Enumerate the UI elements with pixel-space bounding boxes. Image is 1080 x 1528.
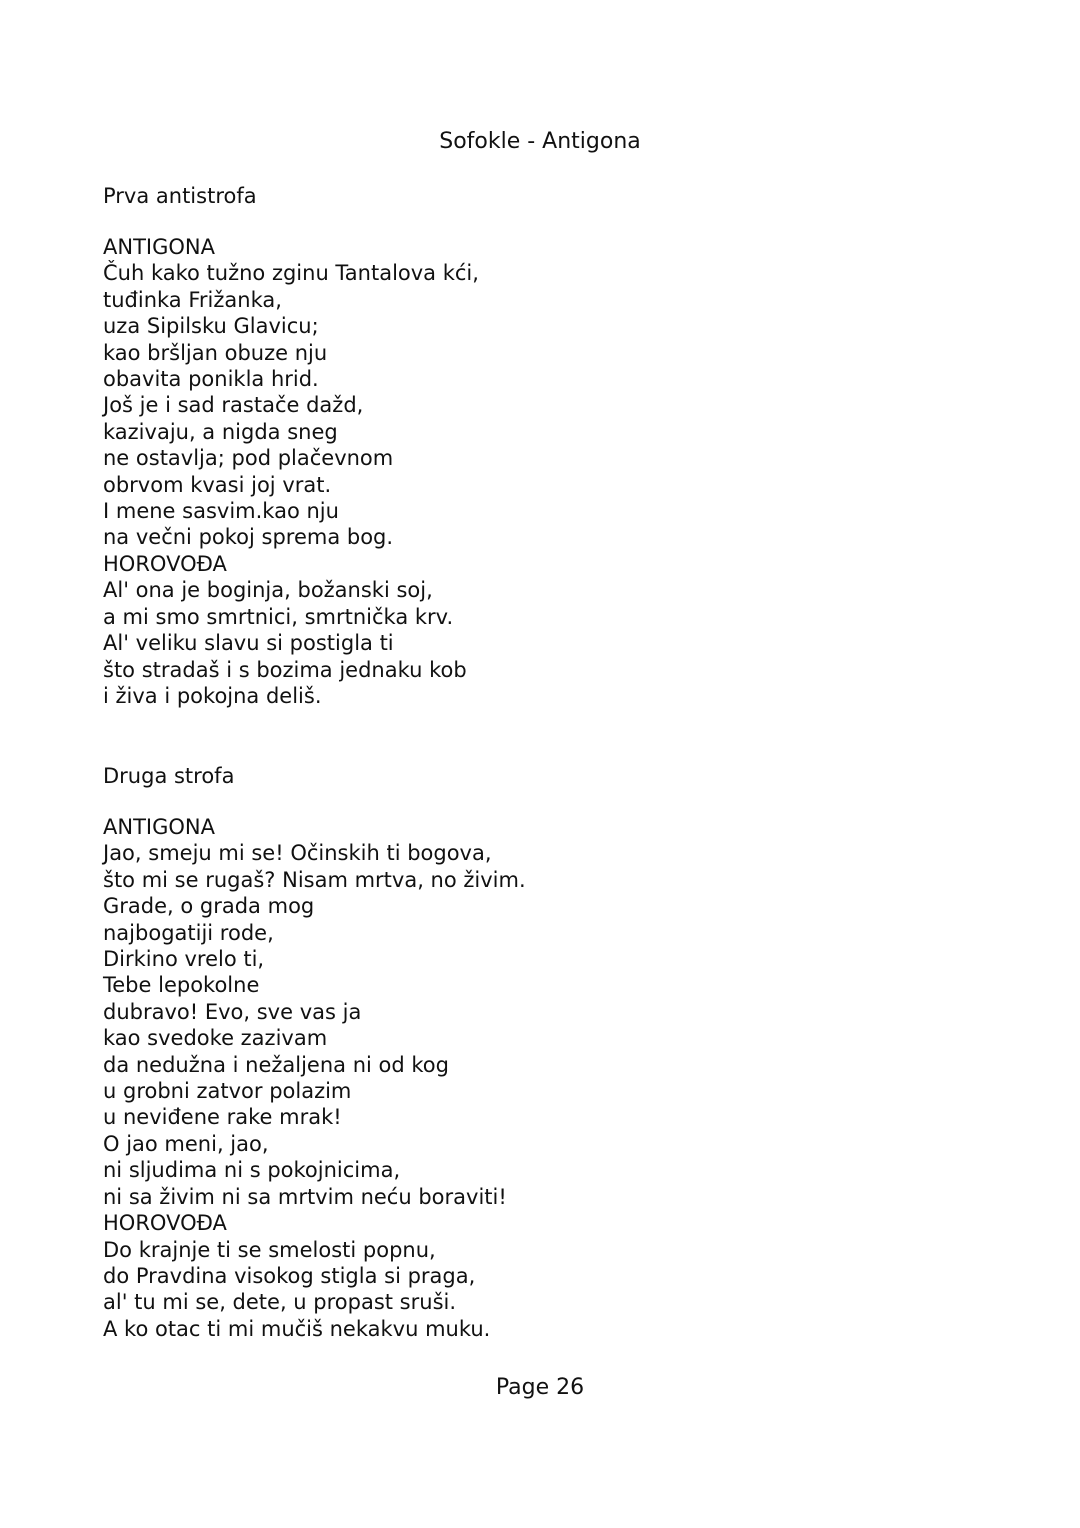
verse-line: na večni pokoj sprema bog. bbox=[103, 525, 394, 550]
verse-line: A ko otac ti mi mučiš nekakvu muku. bbox=[103, 1316, 491, 1341]
verse-line: što stradaš i s bozima jednaku kob bbox=[103, 657, 467, 682]
verse-line: ne ostavlja; pod plačevnom bbox=[103, 446, 394, 471]
section-druga-strofa bbox=[103, 761, 983, 1342]
verse-line: tuđinka Frižanka, bbox=[103, 287, 282, 312]
verse-line: obrvom kvasi joj vrat. bbox=[103, 472, 332, 497]
verse-line: Do krajnje ti se smelosti popnu, bbox=[103, 1237, 436, 1262]
verse-line: Al' veliku slavu si postigla ti bbox=[103, 631, 394, 656]
speaker-name: ANTIGONA bbox=[103, 815, 215, 839]
verse-line: uza Sipilsku Glavicu; bbox=[103, 314, 319, 339]
speaker-name: HOROVOĐA bbox=[103, 1211, 227, 1236]
verse-line: ni sa živim ni sa mrtvim neću boraviti! bbox=[103, 1184, 507, 1209]
verse-line: Grade, o grada mog bbox=[103, 894, 315, 919]
verse-line: do Pravdina visokog stigla si praga, bbox=[103, 1263, 476, 1288]
verse-block bbox=[103, 234, 983, 709]
verse-line: najbogatiji rode, bbox=[103, 920, 274, 945]
verse-line: al' tu mi se, dete, u propast sruši. bbox=[103, 1290, 457, 1315]
section-heading: Prva antistrofa bbox=[103, 184, 257, 208]
verse-line: kao bršljan obuze nju bbox=[103, 340, 328, 365]
verse-line: O jao meni, jao, bbox=[103, 1131, 269, 1156]
speaker-name: HOROVOĐA bbox=[103, 551, 227, 576]
verse-line: da nedužna i nežaljena ni od kog bbox=[103, 1052, 449, 1077]
section-heading: Druga strofa bbox=[103, 764, 235, 788]
speaker-name: ANTIGONA bbox=[103, 235, 215, 259]
verse-line: u grobni zatvor polazim bbox=[103, 1079, 352, 1104]
verse-line: kazivaju, a nigda sneg bbox=[103, 419, 338, 444]
verse-line: Al' ona je boginja, božanski soj, bbox=[103, 578, 433, 603]
verse-line: Jao, smeju mi se! Očinskih ti bogova, bbox=[103, 841, 492, 866]
verse-line: i živa i pokojna deliš. bbox=[103, 683, 322, 708]
verse-block bbox=[103, 814, 983, 1342]
verse-line: a mi smo smrtnici, smrtnička krv. bbox=[103, 604, 454, 629]
section-prva-antistrofa bbox=[103, 181, 983, 709]
verse-line: Još je i sad rastače dažd, bbox=[103, 393, 364, 418]
verse-line: u neviđene rake mrak! bbox=[103, 1105, 342, 1130]
verse-line: Tebe lepokolne bbox=[103, 973, 260, 998]
verse-line: Dirkino vrelo ti, bbox=[103, 947, 265, 972]
verse-line: kao svedoke zazivam bbox=[103, 1026, 328, 1051]
page-title: Sofokle - Antigona bbox=[439, 129, 641, 154]
verse-line: obavita ponikla hrid. bbox=[103, 367, 319, 392]
page-number: Page 26 bbox=[495, 1375, 585, 1400]
verse-line: Čuh kako tužno zginu Tantalova kći, bbox=[103, 261, 479, 286]
verse-line: ni sljudima ni s pokojnicima, bbox=[103, 1158, 401, 1183]
verse-line: dubravo! Evo, sve vas ja bbox=[103, 999, 362, 1024]
verse-line: što mi se rugaš? Nisam mrtva, no živim. bbox=[103, 867, 526, 892]
verse-line: I mene sasvim.kao nju bbox=[103, 499, 339, 524]
